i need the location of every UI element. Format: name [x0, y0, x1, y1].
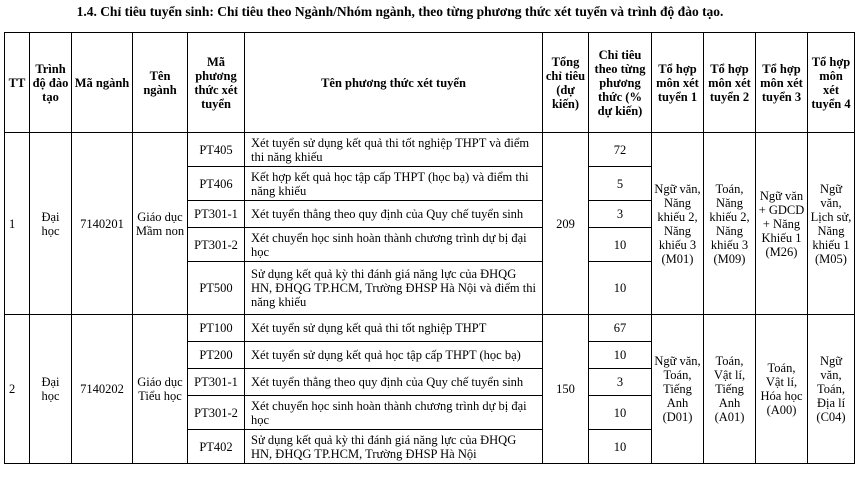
quota-table [4, 32, 855, 464]
cell-quota: 72 [589, 133, 652, 167]
cell-method-code: PT301-1 [188, 369, 245, 396]
cell-total: 150 [543, 315, 589, 464]
cell-quota: 10 [589, 430, 652, 464]
cell-combo-4: Ngữ văn, Toán, Địa lí (C04) [808, 315, 855, 464]
header-major-code: Mã ngành [72, 33, 133, 133]
cell-level: Đại học [30, 133, 72, 315]
cell-quota: 10 [589, 228, 652, 262]
cell-method-code: PT100 [188, 315, 245, 342]
cell-tt: 2 [5, 315, 30, 464]
header-major-name: Tên ngành [133, 33, 188, 133]
cell-major-code: 7140201 [72, 133, 133, 315]
cell-method-name: Xét tuyển thẳng theo quy định của Quy chế tuyển sinh [245, 369, 543, 396]
cell-method-name: Xét chuyển học sinh hoàn thành chương trình dự bị đại học [245, 396, 543, 430]
cell-method-name: Xét chuyển học sinh hoàn thành chương trình dự bị đại học [245, 228, 543, 262]
cell-method-code: PT500 [188, 262, 245, 315]
cell-method-code: PT301-2 [188, 396, 245, 430]
cell-quota: 3 [589, 201, 652, 228]
cell-method-code: PT406 [188, 167, 245, 201]
cell-combo-2: Toán, Vật lí, Tiếng Anh (A01) [704, 315, 756, 464]
table-row [5, 133, 855, 167]
cell-quota: 10 [589, 262, 652, 315]
cell-combo-2: Toán, Năng khiếu 2, Năng khiếu 3 (M09) [704, 133, 756, 315]
header-method-code: Mã phương thức xét tuyển [188, 33, 245, 133]
cell-method-name: Xét tuyển sử dụng kết quả học tập cấp THPT (học bạ) [245, 342, 543, 369]
header-combo-2: Tổ hợp môn xét tuyển 2 [704, 33, 756, 133]
cell-method-code: PT402 [188, 430, 245, 464]
cell-level: Đại học [30, 315, 72, 464]
header-combo-1: Tổ hợp môn xét tuyển 1 [652, 33, 704, 133]
cell-method-name: Xét tuyển thẳng theo quy định của Quy chế tuyển sinh [245, 201, 543, 228]
cell-method-code: PT301-2 [188, 228, 245, 262]
cell-combo-3: Ngữ văn + GDCD + Năng Khiếu 1 (M26) [756, 133, 808, 315]
cell-method-code: PT301-1 [188, 201, 245, 228]
cell-major-name: Giáo dục Tiểu học [133, 315, 188, 464]
cell-quota: 10 [589, 396, 652, 430]
cell-method-code: PT200 [188, 342, 245, 369]
cell-method-name: Xét tuyển sử dụng kết quả thi tốt nghiệp THPT và điểm thi năng khiếu [245, 133, 543, 167]
cell-quota: 10 [589, 342, 652, 369]
cell-major-name: Giáo dục Mầm non [133, 133, 188, 315]
section-heading: 1.4. Chỉ tiêu tuyển sinh: Chỉ tiêu theo Ngành/Nhóm ngành, theo từng phương thức xét tuyển và trình độ đào tạo. [76, 4, 724, 19]
header-tt: TT [5, 33, 30, 133]
cell-combo-1: Ngữ văn, Toán, Tiếng Anh (D01) [652, 315, 704, 464]
header-level: Trình độ đào tạo [30, 33, 72, 133]
cell-quota: 3 [589, 369, 652, 396]
header-combo-3: Tổ hợp môn xét tuyển 3 [756, 33, 808, 133]
cell-major-code: 7140202 [72, 315, 133, 464]
cell-total: 209 [543, 133, 589, 315]
cell-method-code: PT405 [188, 133, 245, 167]
header-total: Tổng chỉ tiêu (dự kiến) [543, 33, 589, 133]
table-row [5, 315, 855, 342]
cell-method-name: Kết hợp kết quả học tập cấp THPT (học bạ) và điểm thi năng khiếu [245, 167, 543, 201]
cell-quota: 5 [589, 167, 652, 201]
cell-tt: 1 [5, 133, 30, 315]
cell-method-name: Sử dụng kết quả kỳ thi đánh giá năng lực của ĐHQG HN, ĐHQG TP.HCM, Trường ĐHSP Hà Nội [245, 430, 543, 464]
header-row [5, 33, 855, 133]
cell-quota: 67 [589, 315, 652, 342]
cell-method-name: Xét tuyển sử dụng kết quả thi tốt nghiệp THPT [245, 315, 543, 342]
cell-combo-3: Toán, Vật lí, Hóa học (A00) [756, 315, 808, 464]
header-combo-4: Tổ hợp môn xét tuyển 4 [808, 33, 855, 133]
cell-combo-4: Ngữ văn, Lịch sử, Năng khiếu 1 (M05) [808, 133, 855, 315]
header-quota: Chỉ tiêu theo từng phương thức (% dự kiến) [589, 33, 652, 133]
header-method-name: Tên phương thức xét tuyển [245, 33, 543, 133]
cell-method-name: Sử dụng kết quả kỳ thi đánh giá năng lực của ĐHQG HN, ĐHQG TP.HCM, Trường ĐHSP Hà Nội và điểm thi năng khiếu [245, 262, 543, 315]
cell-combo-1: Ngữ văn, Năng khiếu 2, Năng khiếu 3 (M01) [652, 133, 704, 315]
